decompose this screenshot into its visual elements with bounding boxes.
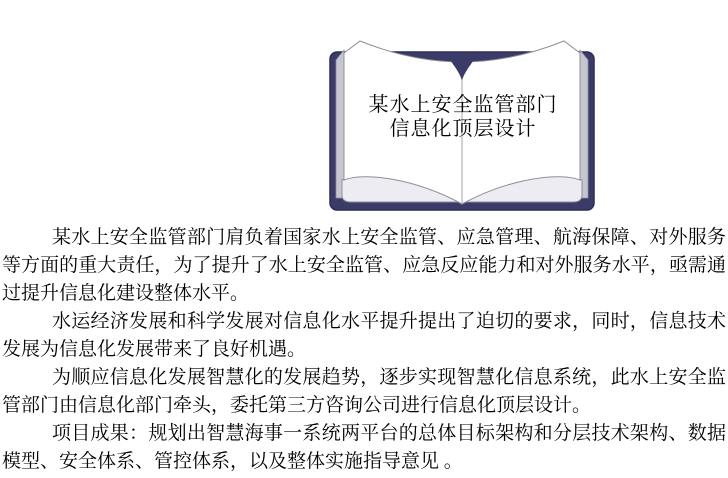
paragraph-responsibility: 某水上安全监管部门肩负着国家水上安全监管、应急管理、航海保障、对外服务等方面的重大责任，为了提升了水上安全监管、应急反应能力和对外服务水平，亟需通过提升信息化建设整体水平。 [2, 227, 726, 304]
paragraph-trend: 为顺应信息化发展智慧化的发展趋势，逐步实现智慧化信息系统，此水上安全监管部门由信息化部门牵头，委托第三方咨询公司进行信息化顶层设计。 [2, 367, 726, 416]
open-book-illustration [328, 34, 598, 214]
book-title-line-1: 某水上安全监管部门 [368, 94, 558, 116]
paragraph-results: 项目成果：规划出智慧海事一系统两平台的总体目标架构和分层技术架构、数据模型、安全体系、管控体系，以及整体实施指导意见 。 [2, 423, 726, 472]
body-text [2, 224, 726, 476]
book-title-line-2: 信息化顶层设计 [389, 118, 537, 140]
paragraph-economy: 水运经济发展和科学发展对信息化水平提升提出了迫切的要求，同时，信息技术发展为信息化发展带来了良好机遇。 [2, 311, 726, 360]
book-title [328, 93, 598, 141]
